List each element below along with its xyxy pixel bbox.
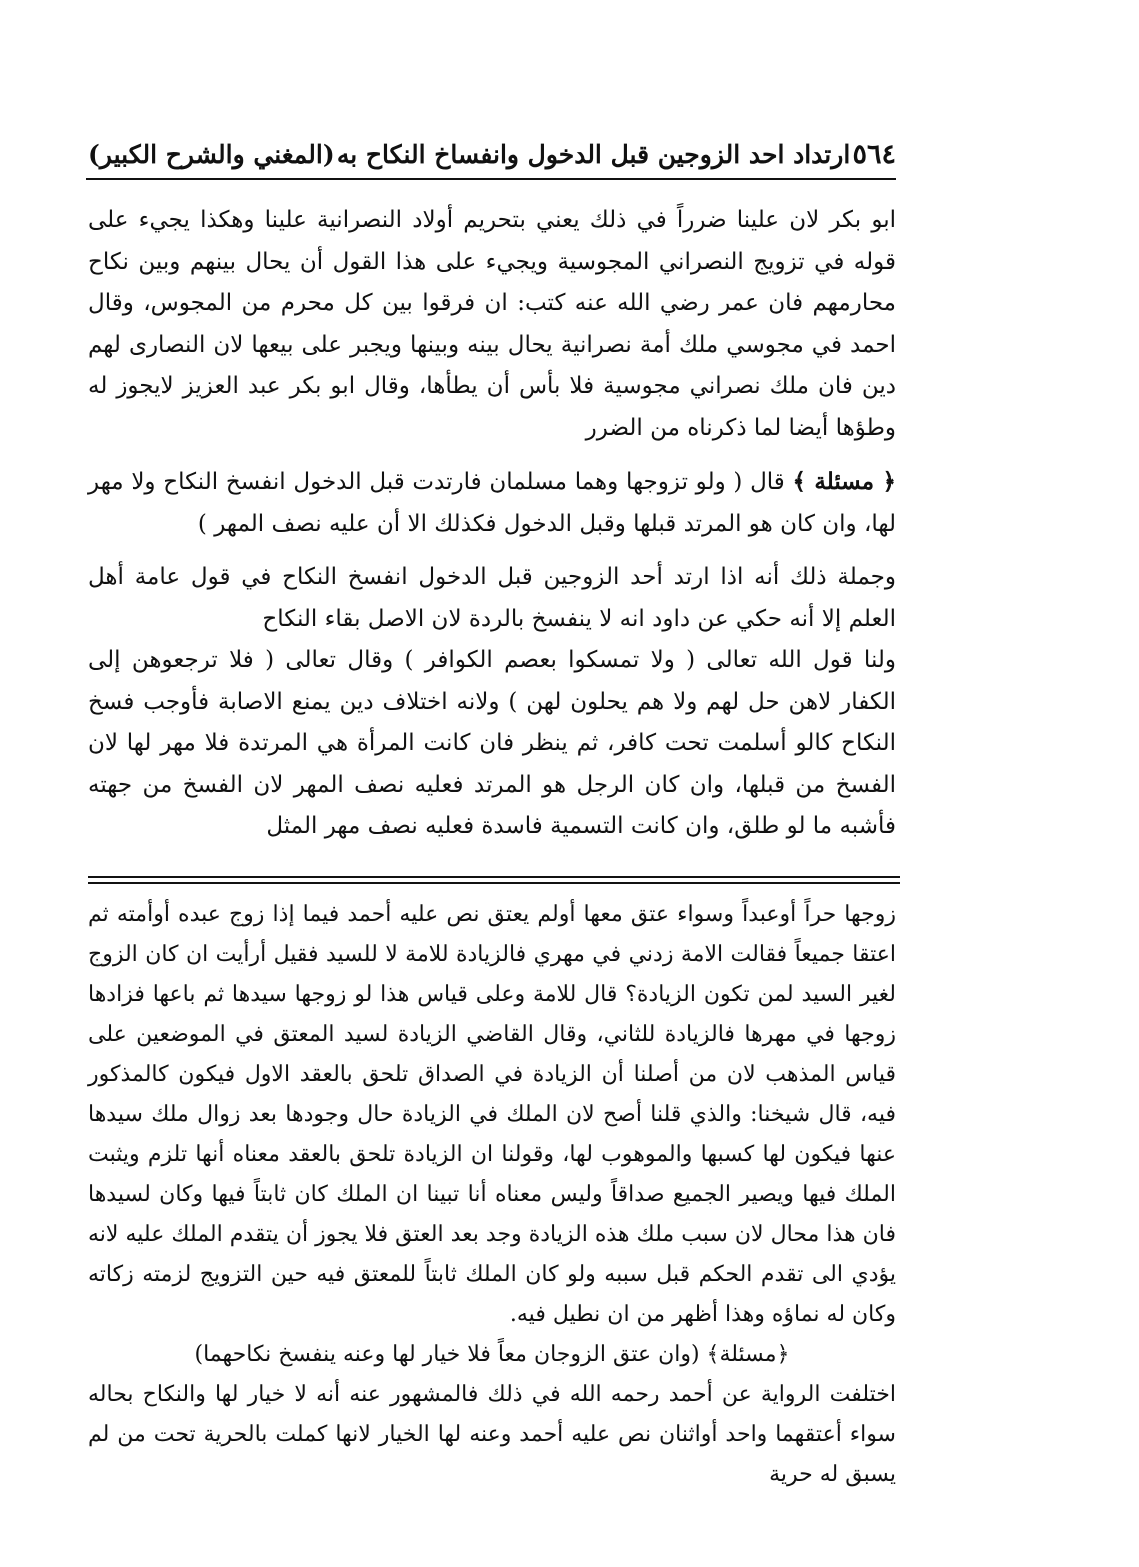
section-title: ارتداد احد الزوجين قبل الدخول وانفساخ النكاح به — [336, 139, 851, 169]
running-header — [88, 130, 896, 178]
page-number: ٥٦٤ — [852, 138, 896, 170]
main-paragraph-2: وجملة ذلك أنه اذا ارتد أحد الزوجين قبل الدخول انفسخ النكاح في قول عامة أهل العلم إلا أنه حكي عن داود انه لا ينفسخ بالردة لان الاصل بقاء النكاح — [88, 564, 896, 632]
footnotes — [88, 895, 896, 1495]
main-paragraph-1: ابو بكر لان علينا ضرراً في ذلك يعني بتحريم أولاد النصرانية علينا وهكذا يجيء على قوله في تزويج النصراني المجوسية ويجيء على هذا القول أن يحال بينهم وبين نكاح محارمهم فان عمر رضي الله عنه كتب: ان فرقوا بين كل محرم من المجوس، وقال احمد في مجوسي ملك أمة نصرانية يحال بينه وبينها ويجبر على بيعها لان النصارى لهم دين فان ملك نصراني مجوسية فلا بأس أن يطأها، وقال ابو بكر عبد العزيز لايجوز له وطؤها أيضا لما ذكرناه من الضرر — [88, 207, 896, 441]
footnote-separator-second — [88, 882, 900, 884]
footnote-separator — [88, 876, 900, 878]
header-rule — [86, 178, 896, 180]
footnote-paragraph-1: زوجها حراً أوعبداً وسواء عتق معها أولم يعتق نص عليه أحمد فيما إذا زوج عبده أوأمته ثم اعتقا جميعاً فقالت الامة زدني في مهري فالزيادة للامة لا للسيد فقيل أرأيت ان كان الزوج لغير السيد لمن تكون الزيادة؟ قال للامة وعلى قياس هذا لو زوجها سيدها ثم باعها فزادها زوجها في مهرها فالزيادة للثاني، وقال القاضي الزيادة لسيد المعتق في الموضعين على قياس المذهب لان من أصلنا أن الزيادة في الصداق تلحق بالعقد الاول فيكون كالمذكور فيه، قال شيخنا: والذي قلنا أصح لان الملك في الزيادة حال وجودها بعد زوال ملك سيدها عنها فيكون لها كسبها والموهوب لها، وقولنا ان الزيادة تلحق بالعقد معناه أنها تلزم ويثبت الملك فيها ويصير الجميع صداقاً وليس معناه أنا تبينا ان الملك كان ثابتاً فيها وكان لسيدها فان هذا محال لان سبب ملك هذه الزيادة وجد بعد العتق فلا يجوز أن يتقدم الملك عليه لانه يؤدي الى تقدم الحكم قبل سببه ولو كان الملك ثابتاً للمعتق فيه حين التزويج لزمته زكاته وكان له نماؤه وهذا أظهر من ان نطيل فيه. — [88, 902, 897, 1327]
footnote-issue: ﴿مسئلة﴾ (وان عتق الزوجان معاً فلا خيار لها وعنه ينفسخ نكاحهما) — [194, 1342, 790, 1367]
footnote-paragraph-2: اختلفت الرواية عن أحمد رحمه الله في ذلك فالمشهور عنه أنه لا خيار لها والنكاح بحاله سواء أعتقهما واحد أواثنان نص عليه أحمد وعنه لها الخيار لانها كملت بالحرية تحت من لم يسبق له حرية — [88, 1382, 896, 1487]
book-title: (المغني والشرح الكبير) — [88, 139, 335, 169]
issue-text: قال ( ولو تزوجها وهما مسلمان فارتدت قبل الدخول انفسخ النكاح ولا مهر لها، وان كان هو المرتد قبلها وقبل الدخول فكذلك الا أن عليه نصف المهر ) — [88, 469, 896, 537]
main-paragraph-3: ولنا قول الله تعالى ( ولا تمسكوا بعصم الكوافر ) وقال تعالى ( فلا ترجعوهن إلى الكفار لاهن حل لهم ولا هم يحلون لهن ) ولانه اختلاف دين يمنع الاصابة فأوجب فسخ النكاح كالو أسلمت تحت كافر، ثم ينظر فان كانت المرأة هي المرتدة فلا مهر لها لان الفسخ من قبلها، وان كان الرجل هو المرتد فعليه نصف المهر لان الفسخ من جهته فأشبه ما لو طلق، وان كانت التسمية فاسدة فعليه نصف مهر المثل — [88, 647, 896, 839]
book-page — [88, 130, 897, 1487]
issue-label: ﴿ مسئلة ﴾ — [792, 468, 897, 495]
issue-paragraph-1 — [88, 461, 896, 545]
main-text — [88, 200, 896, 848]
